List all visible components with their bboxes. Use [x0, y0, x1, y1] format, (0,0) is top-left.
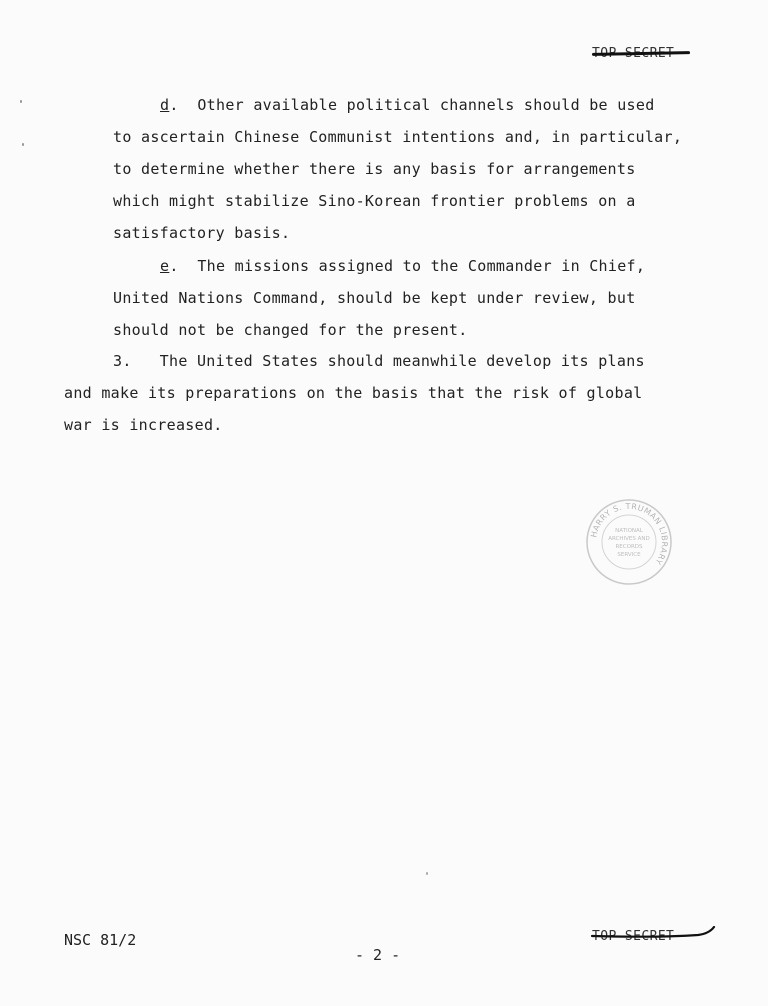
- para-3-line-2: and make its preparations on the basis that the risk of global: [64, 384, 643, 402]
- svg-text:NATIONAL: NATIONAL: [615, 528, 643, 534]
- library-stamp-seal: [585, 498, 673, 586]
- para-d-line-4: which might stabilize Sino-Korean frontier problems on a: [113, 192, 636, 210]
- para-d-line-1: [160, 95, 655, 115]
- svg-text:RECORDS: RECORDS: [615, 544, 643, 550]
- para-d-line-2: to ascertain Chinese Communist intentions and, in particular,: [113, 128, 683, 146]
- paper-speck: [22, 143, 24, 146]
- para-e-line-1: [160, 256, 645, 276]
- para-e-marker: e: [160, 257, 170, 275]
- para-e-line-3: should not be changed for the present.: [113, 321, 468, 339]
- footer-page-number: - 2 -: [355, 946, 401, 964]
- para-d-line-3: to determine whether there is any basis for arrangements: [113, 160, 636, 178]
- footer-classification: TOP SECRET: [592, 929, 675, 944]
- paper-speck: [20, 100, 22, 103]
- svg-text:SERVICE: SERVICE: [617, 552, 641, 558]
- para-d-line-5: satisfactory basis.: [113, 224, 291, 242]
- svg-text:ARCHIVES AND: ARCHIVES AND: [608, 536, 650, 542]
- para-3-line-1: 3. The United States should meanwhile develop its plans: [113, 352, 645, 370]
- paper-speck: [426, 872, 428, 875]
- footer-doc-id: NSC 81/2: [64, 931, 137, 949]
- para-e-text-1: . The missions assigned to the Commander in Chief,: [169, 257, 646, 275]
- para-3-line-3: war is increased.: [64, 416, 223, 434]
- para-e-line-2: United Nations Command, should be kept under review, but: [113, 289, 636, 307]
- para-d-marker: d: [160, 96, 170, 114]
- footer-strike-mark: [590, 926, 716, 946]
- para-d-text-1: . Other available political channels should be used: [169, 96, 655, 114]
- stamp-ring-text: HARRY S. TRUMAN LIBRARY: [589, 501, 670, 567]
